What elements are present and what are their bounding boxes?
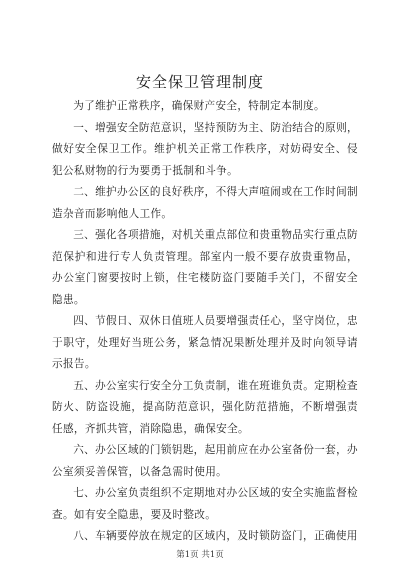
- document-body: [52, 96, 358, 548]
- paragraph-6: 六、办公区域的门锁钥匙，起用前应在办公室备份一套，办公室须妥善保管，以备急需时使用。: [52, 444, 358, 478]
- paragraph-intro: 为了维护正常秩序，确保财产安全，特制定本制度。: [73, 100, 325, 112]
- document-title: 安全保卫管理制度: [135, 73, 264, 91]
- paragraph-1: 一、增强安全防范意识，坚持预防为主、防治结合的原则，做好安全保卫工作。维护机关正常工作秩序，对妨碍安全、侵犯公私财物的行为要勇于抵制和斗争。: [52, 121, 358, 177]
- paragraph-8: 八、车辆要停放在规定的区域内，及时锁防盗门，正确使用: [73, 530, 358, 542]
- paragraph-5: 五、办公室实行安全分工负责制，谁在班谁负责。定期检查防火、防盗设施，提高防范意识，强化防范措施，不断增强责任感，齐抓共管，消除隐患，确保安全。: [52, 379, 358, 435]
- paragraph-7: 七、办公室负责组织不定期地对办公区域的安全实施监督检查。如有安全隐患，要及时整改。: [52, 487, 358, 521]
- page-footer: 第1页 共1页: [176, 550, 224, 560]
- paragraph-4: 四、节假日、双休日值班人员要增强责任心，坚守岗位，忠于职守，处理好当班公务，紧急情况果断处理并及时向领导请示报告。: [52, 315, 358, 370]
- paragraph-3: 三、强化各项措施，对机关重点部位和贵重物品实行重点防范保护和进行专人负责管理。部室内一般不要存放贵重物品，办公室门窗要按时上锁，住宅楼防盗门要随手关门，不留安全隐患。: [52, 229, 358, 306]
- paragraph-2: 二、维护办公区的良好秩序，不得大声喧闹或在工作时间制造杂音而影响他人工作。: [52, 186, 358, 220]
